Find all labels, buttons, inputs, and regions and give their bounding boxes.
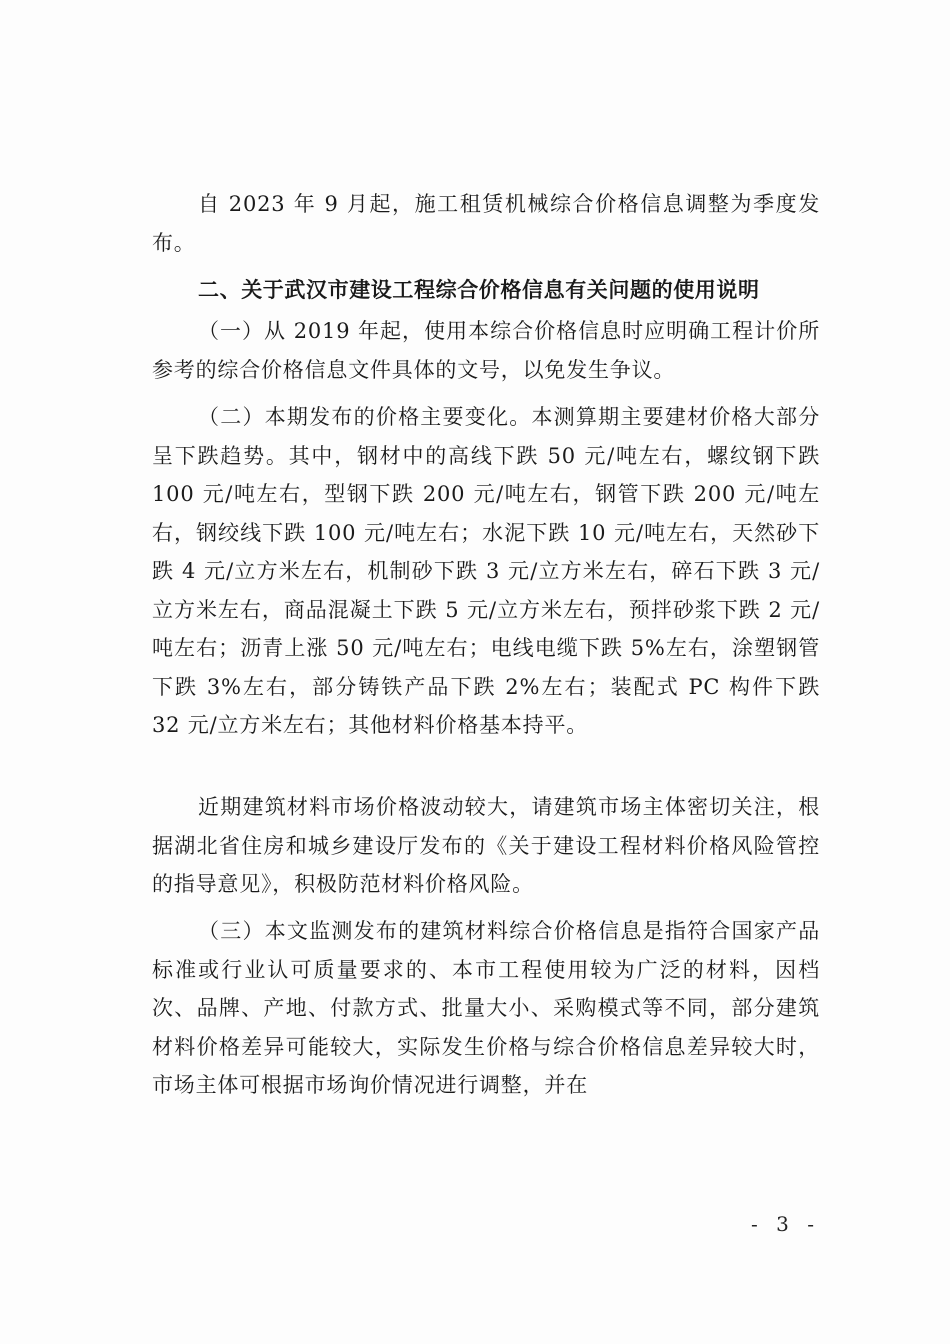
page-number: - 3 -: [751, 1212, 820, 1236]
paragraph-risk-notice: 近期建筑材料市场价格波动较大，请建筑市场主体密切关注，根据湖北省住房和城乡建设厅发布的《关于建设工程材料价格风险管控的指导意见》，积极防范材料价格风险。: [152, 795, 820, 896]
section-heading: 二、关于武汉市建设工程综合价格信息有关问题的使用说明: [198, 278, 760, 302]
paragraph-machinery-pricing: 自 2023 年 9 月起，施工租赁机械综合价格信息调整为季度发布。: [152, 192, 820, 255]
paragraph-item-one: （一）从 2019 年起，使用本综合价格信息时应明确工程计价所参考的综合价格信息文件具体的文号，以免发生争议。: [152, 319, 820, 382]
paragraph-item-two-price-changes: （二）本期发布的价格主要变化。本测算期主要建材价格大部分呈下跌趋势。其中，钢材中的高线下跌 50 元/吨左右，螺纹钢下跌 100 元/吨左右，型钢下跌 200 元/吨左右，钢管下跌 200 元/吨左右，钢绞线下跌 100 元/吨左右；水泥下跌 10 元/吨左右，天然砂下跌 4 元/立方米左右，机制砂下跌 3 元/立方米左右，碎石下跌 3 元/立方米左右，商品混凝土下跌 5 元/立方米左右，预拌砂浆下跌 2 元/吨左右；沥青上涨 50 元/吨左右；电线电缆下跌 5%左右，涂塑钢管下跌 3%左右，部分铸铁产品下跌 2%左右；装配式 PC 构件下跌 32 元/立方米左右；其他材料价格基本持平。: [152, 405, 820, 737]
paragraph-item-three: （三）本文监测发布的建筑材料综合价格信息是指符合国家产品标准或行业认可质量要求的、本市工程使用较为广泛的材料，因档次、品牌、产地、付款方式、批量大小、采购模式等不同，部分建筑材料价格差异可能较大，实际发生价格与综合价格信息差异较大时，市场主体可根据市场询价情况进行调整，并在: [152, 919, 820, 1097]
